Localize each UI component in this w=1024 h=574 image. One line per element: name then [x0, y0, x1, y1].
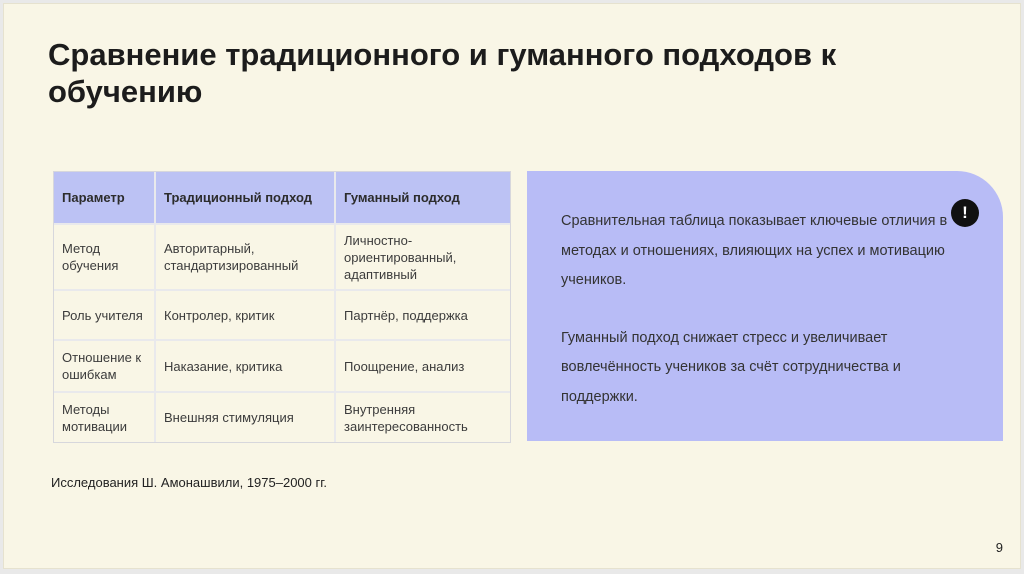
slide-title: Сравнение традиционного и гуманного подходов к обучению: [48, 37, 837, 109]
table-cell: Контролер, критик: [155, 290, 335, 340]
table-cell: Внутренняя заинтересованность: [344, 401, 468, 434]
column-header-traditional: Традиционный подход: [155, 172, 335, 224]
info-paragraph: Сравнительная таблица показывает ключевые отличия в методах и отношениях, влияющих на успех и мотивацию учеников.: [561, 213, 948, 288]
slide: [3, 3, 1021, 569]
table-row: [54, 224, 510, 290]
exclamation-icon: !: [951, 199, 979, 227]
column-header-parameter: Параметр: [54, 172, 155, 224]
table-cell: Отношение к ошибкам: [54, 340, 155, 392]
table-row: [54, 392, 510, 442]
column-header-humane: Гуманный подход: [344, 190, 460, 205]
table-cell: Личностно-ориентированный, адаптивный: [344, 232, 457, 282]
table-cell: Партнёр, поддержка: [344, 307, 468, 323]
table-cell: Поощрение, анализ: [344, 358, 465, 374]
info-card: [527, 171, 1003, 441]
table-row: [54, 340, 510, 392]
table-row: [54, 290, 510, 340]
table-cell: Наказание, критика: [155, 340, 335, 392]
table-cell: Внешняя стимуляция: [155, 392, 335, 442]
table-cell: Авторитарный, стандартизированный: [155, 224, 335, 290]
comparison-table: [53, 171, 511, 443]
info-text: [561, 207, 961, 440]
table-cell: Методы мотивации: [54, 392, 155, 442]
source-citation: Исследования Ш. Амонашвили, 1975–2000 гг.: [51, 475, 328, 490]
table-cell: Метод обучения: [54, 224, 155, 290]
info-paragraph: Гуманный подход снижает стресс и увеличивает вовлечённость учеников за счёт сотрудничества и поддержки.: [561, 329, 901, 405]
table-cell: Роль учителя: [54, 290, 155, 340]
page-number: 9: [995, 540, 1003, 555]
table-header-row: [54, 172, 510, 224]
